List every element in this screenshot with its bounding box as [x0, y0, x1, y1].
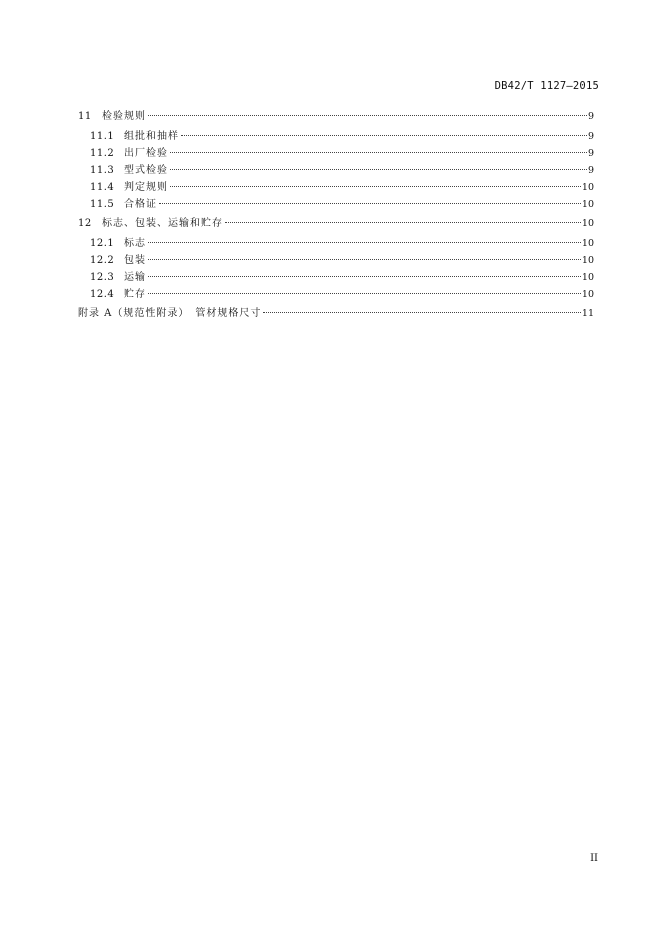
toc-entry-page: 9	[587, 165, 594, 176]
page-number: II	[590, 853, 598, 864]
dot-leader	[170, 169, 587, 170]
dot-leader	[148, 115, 587, 116]
toc-entry-page: 10	[581, 199, 594, 210]
toc-entry-number: 11	[78, 111, 92, 122]
document-code: DB42/T 1127—2015	[494, 80, 599, 92]
toc-entry-number: 12.4	[90, 289, 115, 300]
toc-entry-page: 10	[581, 218, 594, 229]
toc-entry-number: 12	[78, 218, 92, 229]
dot-leader	[148, 242, 581, 243]
toc-entry-title: 标志	[124, 238, 146, 249]
toc-entry-title: 判定规则	[124, 182, 168, 193]
toc-entry-page: 9	[587, 131, 594, 142]
dot-leader	[148, 259, 581, 260]
dot-leader	[170, 186, 581, 187]
toc-entry-page: 10	[581, 272, 594, 283]
toc-entry[interactable]	[78, 269, 594, 286]
toc-entry-number: 12.1	[90, 238, 115, 249]
toc-entry-number: 11.1	[90, 131, 115, 142]
toc-entry[interactable]	[78, 106, 594, 128]
toc-entry-title: 出厂检验	[124, 148, 168, 159]
toc-entry-title: 贮存	[124, 289, 146, 300]
toc-entry-title: 包装	[124, 255, 146, 266]
toc-entry-page: 10	[581, 238, 594, 249]
dot-leader	[170, 152, 587, 153]
toc-entry-number: 11.2	[90, 148, 115, 159]
toc-entry[interactable]	[78, 162, 594, 179]
toc-entry-title: 标志、包装、运输和贮存	[102, 218, 223, 229]
toc-entry-number: 11.5	[90, 199, 115, 210]
toc-entry-page: 9	[587, 111, 594, 122]
toc-entry-number: 11.4	[90, 182, 115, 193]
toc-entry-title: 合格证	[124, 199, 157, 210]
toc-entry[interactable]	[78, 286, 594, 303]
toc-entry[interactable]	[78, 128, 594, 145]
dot-leader	[263, 312, 581, 313]
dot-leader	[148, 276, 581, 277]
toc-entry-title: 检验规则	[102, 111, 146, 122]
toc-entry[interactable]	[78, 196, 594, 213]
toc-entry-title: 附录 A（规范性附录） 管材规格尺寸	[78, 308, 262, 319]
toc-entry-page: 9	[587, 148, 594, 159]
toc-entry-title: 运输	[124, 272, 146, 283]
toc-entry-page: 10	[581, 289, 594, 300]
toc-entry-number: 11.3	[90, 165, 115, 176]
toc-entry-page: 10	[581, 255, 594, 266]
toc-entry[interactable]	[78, 252, 594, 269]
toc-entry[interactable]	[78, 179, 594, 196]
toc-entry[interactable]	[78, 213, 594, 235]
toc-entry-appendix[interactable]	[78, 303, 594, 325]
toc-entry-title: 组批和抽样	[124, 131, 179, 142]
dot-leader	[181, 135, 587, 136]
toc-entry[interactable]	[78, 145, 594, 162]
toc-entry-page: 11	[581, 308, 594, 319]
toc-entry-page: 10	[581, 182, 594, 193]
table-of-contents	[78, 106, 594, 325]
toc-entry[interactable]	[78, 235, 594, 252]
toc-entry-number: 12.3	[90, 272, 115, 283]
toc-entry-title: 型式检验	[124, 165, 168, 176]
dot-leader	[225, 222, 581, 223]
toc-entry-number: 12.2	[90, 255, 115, 266]
dot-leader	[159, 203, 581, 204]
dot-leader	[148, 293, 581, 294]
